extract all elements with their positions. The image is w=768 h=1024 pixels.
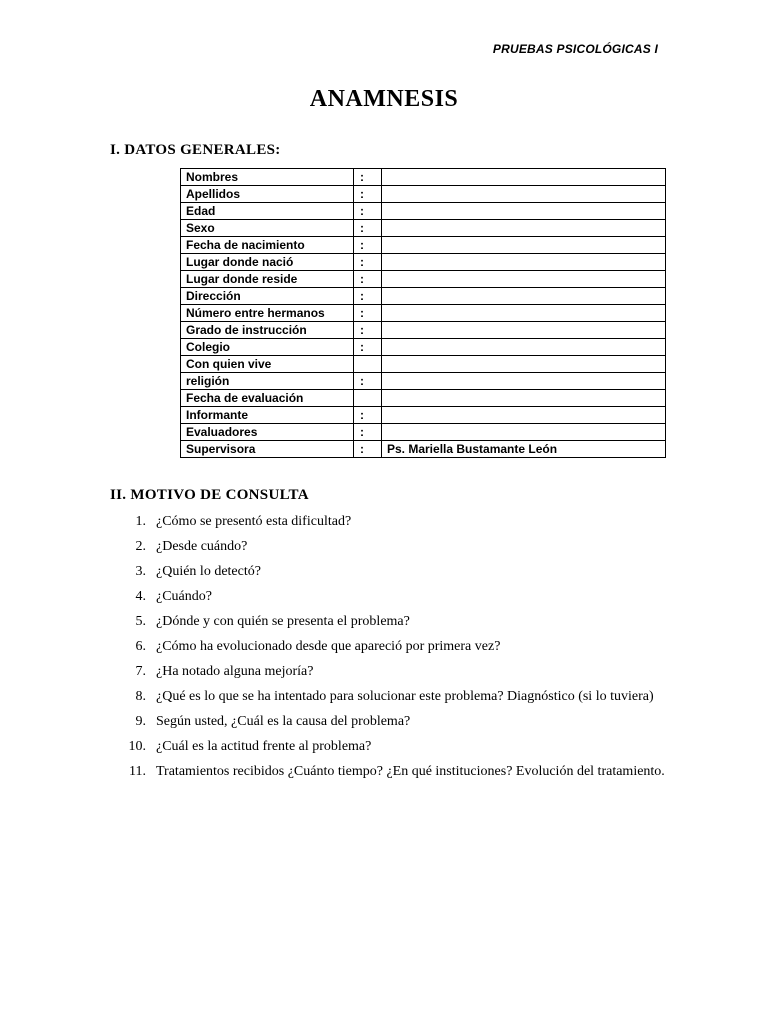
list-item [110,684,670,709]
field-label: Fecha de nacimiento [181,237,354,254]
field-colon: : [354,220,382,237]
question-number: 10. [128,739,146,754]
list-item [110,559,670,584]
table-row [181,254,666,271]
field-label: Dirección [181,288,354,305]
table-row [181,288,666,305]
field-colon [354,390,382,407]
table-row [181,356,666,373]
table-row [181,339,666,356]
field-colon: : [354,407,382,424]
table-row [181,220,666,237]
field-label: Supervisora [181,441,354,458]
field-colon: : [354,237,382,254]
list-item [110,709,670,734]
question-text: ¿Ha notado alguna mejoría? [156,664,314,679]
question-text: ¿Cómo ha evolucionado desde que apareció por primera vez? [156,639,501,654]
table-row [181,305,666,322]
field-colon: : [354,288,382,305]
question-text: ¿Cómo se presentó esta dificultad? [156,514,352,529]
list-item [110,734,670,759]
list-item [110,534,670,559]
questions-list [110,509,670,784]
table-row [181,424,666,441]
list-item [110,659,670,684]
field-label: religión [181,373,354,390]
table-row [181,186,666,203]
question-text: Según usted, ¿Cuál es la causa del problema? [156,714,411,729]
field-value[interactable] [382,220,666,237]
table-row [181,169,666,186]
table-row [181,390,666,407]
field-label: Colegio [181,339,354,356]
question-number: 1. [135,514,146,529]
section-heading-datos-generales: I. DATOS GENERALES: [110,142,281,158]
field-label: Fecha de evaluación [181,390,354,407]
question-number: 5. [135,614,146,629]
field-colon: : [354,305,382,322]
question-text: ¿Cuál es la actitud frente al problema? [156,739,372,754]
list-item [110,584,670,609]
field-label: Informante [181,407,354,424]
list-item [110,634,670,659]
field-label: Lugar donde nació [181,254,354,271]
question-text: ¿Desde cuándo? [156,539,248,554]
field-colon: : [354,441,382,458]
field-value[interactable] [382,356,666,373]
question-text: ¿Quién lo detectó? [156,564,261,579]
field-label: Con quien vive [181,356,354,373]
field-label: Grado de instrucción [181,322,354,339]
field-colon [354,356,382,373]
question-number: 7. [135,664,146,679]
field-value[interactable] [382,186,666,203]
table-row [181,237,666,254]
question-number: 11. [129,764,146,779]
field-label: Apellidos [181,186,354,203]
question-number: 2. [135,539,146,554]
field-value[interactable] [382,407,666,424]
question-number: 9. [135,714,146,729]
table-row [181,441,666,458]
field-value[interactable] [382,390,666,407]
list-item [110,609,670,634]
question-number: 4. [135,589,146,604]
field-value[interactable] [382,237,666,254]
question-text: Tratamientos recibidos ¿Cuánto tiempo? ¿En qué instituciones? Evolución del tratamiento. [156,764,665,779]
field-value[interactable]: Ps. Mariella Bustamante León [382,441,666,458]
field-label: Nombres [181,169,354,186]
field-value[interactable] [382,322,666,339]
list-item [110,759,670,784]
field-value[interactable] [382,254,666,271]
field-value[interactable] [382,288,666,305]
field-value[interactable] [382,305,666,322]
field-colon: : [354,424,382,441]
general-data-table [180,168,666,458]
field-value[interactable] [382,169,666,186]
question-text: ¿Qué es lo que se ha intentado para solucionar este problema? Diagnóstico (si lo tuviera) [156,689,654,704]
document-title: ANAMNESIS [309,86,459,112]
question-text: ¿Dónde y con quién se presenta el problema? [156,614,410,629]
page-header: PRUEBAS PSICOLÓGICAS I [492,42,658,56]
question-number: 3. [135,564,146,579]
table-row [181,203,666,220]
field-colon: : [354,254,382,271]
field-colon: : [354,339,382,356]
question-number: 6. [135,639,146,654]
table-row [181,271,666,288]
field-label: Edad [181,203,354,220]
question-number: 8. [135,689,146,704]
field-colon: : [354,322,382,339]
field-label: Sexo [181,220,354,237]
field-value[interactable] [382,424,666,441]
field-value[interactable] [382,271,666,288]
field-label: Número entre hermanos [181,305,354,322]
field-colon: : [354,169,382,186]
field-value[interactable] [382,339,666,356]
table-row [181,407,666,424]
table-row [181,322,666,339]
field-colon: : [354,186,382,203]
field-colon: : [354,271,382,288]
table-row [181,373,666,390]
field-value[interactable] [382,373,666,390]
list-item [110,509,670,534]
field-colon: : [354,203,382,220]
field-label: Lugar donde reside [181,271,354,288]
field-label: Evaluadores [181,424,354,441]
field-colon: : [354,373,382,390]
section-heading-motivo-de-consulta: II. MOTIVO DE CONSULTA [110,487,309,503]
question-text: ¿Cuándo? [156,589,212,604]
field-value[interactable] [382,203,666,220]
